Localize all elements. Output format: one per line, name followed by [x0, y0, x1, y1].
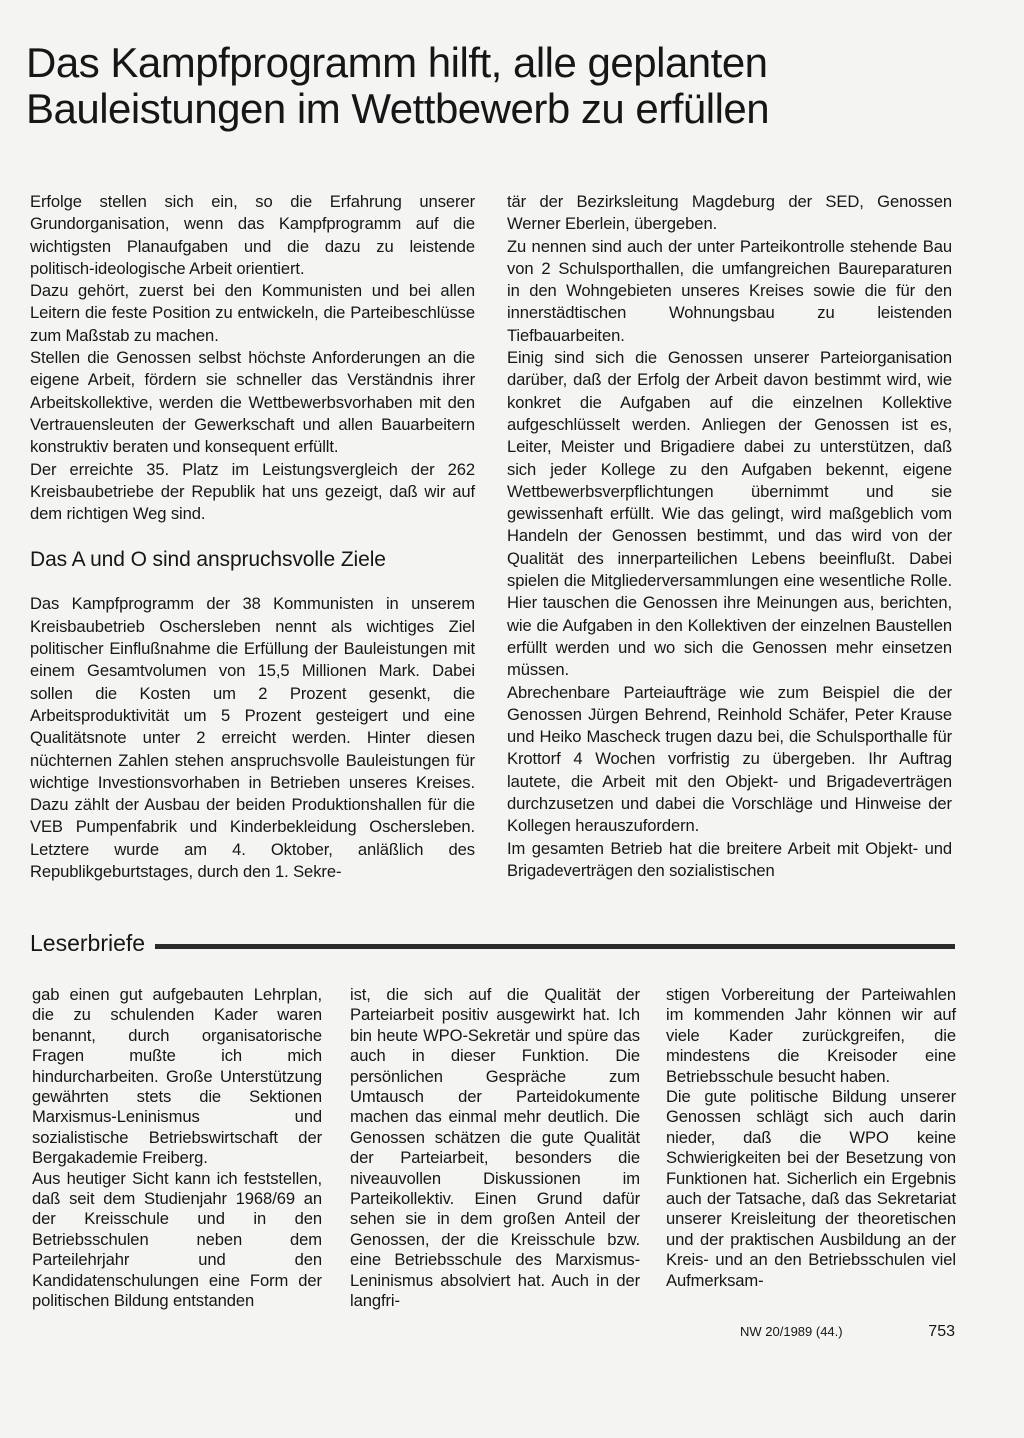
section-rule [155, 944, 955, 949]
letter-paragraph: Die gute politische Bildung unserer Genossen schlägt sich auch darin nieder, daß die WPO keine Schwierigkeiten bei der Besetzung von Funktionen hat. Sicherlich ein Ergebnis auch der Tatsache, daß das Sekretariat unserer Kreisleitung der theoretischen und der praktischen Ausbildung an der Kreis- und an den Betriebsschulen viel Aufmerksam- [666, 1087, 956, 1290]
article-paragraph: Stellen die Genossen selbst höchste Anforderungen an die eigene Arbeit, fördern sie schneller das Verständnis ihrer Arbeitskollektive, werden die Wettbewerbsvorhaben mit den Vertrauensleuten der Gewerkschaft und allen Bauarbeitern konstruktiv beraten und konsequent erfüllt. [30, 348, 475, 457]
article-paragraph: Abrechenbare Parteiaufträge wie zum Beispiel die der Genossen Jürgen Behrend, Reinhold Schäfer, Peter Krause und Heiko Mascheck trugen dazu bei, die Schulsporthalle für Krottorf 4 Wochen vorfristig zu übergeben. Ihr Auftrag lautete, die Arbeit mit den Objekt- und Brigadeverträgen durchzusetzen und dabei die Vorschläge und Hinweise der Kollegen herauszufordern. [507, 682, 952, 836]
article-column-2 [507, 191, 952, 882]
letters-column-2 [350, 985, 640, 1312]
article-paragraph: Zu nennen sind auch der unter Parteikontrolle stehende Bau von 2 Schulsporthallen, die umfangreichen Baureparaturen in den Wohngebieten unseres Kreises sowie die für den innerstädtischen Wohnungsbau zu leistenden Tiefbauarbeiten. [507, 236, 952, 345]
letter-paragraph: Aus heutiger Sicht kann ich feststellen, daß seit dem Studienjahr 1968/69 an der Kreisschule und in den Betriebsschulen neben dem Parteilehrjahr und den Kandidatenschulungen eine Form der politischen Bildung entstanden [32, 1168, 322, 1311]
letter-paragraph: stigen Vorbereitung der Parteiwahlen im kommenden Jahr können wir auf viele Kader zurückgreifen, die mindestens die Kreisoder eine Betriebsschule besucht haben. [666, 985, 956, 1086]
article-paragraph: Der erreichte 35. Platz im Leistungsvergleich der 262 Kreisbaubetriebe der Republik hat uns gezeigt, daß wir auf dem richtigen Weg sind. [30, 459, 475, 524]
article-paragraph: Einig sind sich die Genossen unserer Parteiorganisation darüber, daß der Erfolg der Arbeit davon bestimmt wird, wie konkret die Aufgaben auf die einzelnen Kollektive aufgeschlüsselt werden. Anliegen der Genossen ist es, Leiter, Meister und Brigadiere dabei zu unterstützen, daß sich jeder Kollege zu den Aufgaben bekennt, eigene Wettbewerbsverpflichtungen übernimmt und sie gewissenhaft erfüllt. Wie das gelingt, wird maßgeblich vom Handeln der Genossen bestimmt, und das wird von der Qualität des innerparteilichen Lebens beeinflußt. Dabei spielen die Mitgliederversammlungen eine wesentliche Rolle. Hier tauschen die Genossen ihre Meinungen aus, berichten, wie die Aufgaben in den Kollektiven der einzelnen Baustellen erfüllt werden und wo sich die Genossen mehr einsetzen müssen. [507, 348, 952, 680]
headline-line-1: Das Kampfprogramm hilft, alle geplanten [26, 39, 768, 86]
letters-section-header [30, 928, 955, 958]
article-paragraph: Erfolge stellen sich ein, so die Erfahrung unserer Grundorganisation, wenn das Kampfprogramm auf die wichtigsten Planaufgaben und die dazu zu leistende politisch-ideologische Arbeit orientiert. [30, 192, 475, 278]
article-paragraph: Das Kampfprogramm der 38 Kommunisten in unserem Kreisbaubetrieb Oschersleben nennt als wichtiges Ziel politischer Einflußnahme die Erfüllung der Bauleistungen mit einem Gesamtvolumen von 15,5 Millionen Mark. Dabei sollen die Kosten um 2 Prozent gesenkt, die Arbeitsproduktivität um 5 Prozent gesteigert und eine Qualitätsnote unter 2 erreicht werden. Hinter diesen nüchternen Zahlen stehen anspruchsvolle Bauleistungen für wichtige Investionsvorhaben in Betrieben unseres Kreises. Dazu zählt der Ausbau der beiden Produktionshallen für die VEB Pumpenfabrik und Kinderbekleidung Oschersleben. Letztere wurde am 4. Oktober, anläßlich des Republikgeburtstages, durch den 1. Sekre- [30, 594, 475, 882]
letters-column-3 [666, 985, 956, 1291]
article-paragraph: Dazu gehört, zuerst bei den Kommunisten und bei allen Leitern die feste Position zu entwickeln, die Parteibeschlüsse zum Maßstab zu machen. [30, 281, 475, 345]
article-column-1 [30, 191, 475, 883]
article-paragraph: tär der Bezirksleitung Magdeburg der SED, Genossen Werner Eberlein, übergeben. [507, 192, 952, 234]
article-subheading: Das A und O sind anspruchsvolle Ziele [30, 548, 386, 572]
page-headline [26, 40, 986, 132]
letter-paragraph: gab einen gut aufgebauten Lehrplan, die zu schulenden Kader waren benannt, durch organisatorische Fragen mußte ich mich hindurcharbeiten. Große Unterstützung gewährten stets die Sektionen Marxismus-Leninismus und sozialistische Betriebswirtschaft der Bergakademie Freiberg. [32, 985, 322, 1168]
letters-column-1 [32, 985, 322, 1312]
article-paragraph: Im gesamten Betrieb hat die breitere Arbeit mit Objekt- und Brigadeverträgen den sozialistischen [507, 838, 952, 880]
page-footer [740, 1323, 955, 1341]
issue-reference: NW 20/1989 (44.) [740, 1324, 843, 1339]
section-title: Leserbriefe [30, 929, 146, 956]
page-number: 753 [928, 1323, 955, 1340]
letter-paragraph: ist, die sich auf die Qualität der Parteiarbeit positiv ausgewirkt hat. Ich bin heute WPO-Sekretär und spüre das auch in dieser Funktion. Die persönlichen Gespräche zum Umtausch der Parteidokumente machen das einmal mehr deutlich. Die Genossen schätzen die gute Qualität der Parteiarbeit, besonders die niveauvollen Diskussionen im Parteikollektiv. Einen Grund dafür sehen sie in dem großen Anteil der Genossen, der die Kreisschule bzw. eine Betriebsschule des Marxismus-Leninismus absolviert hat. Auch in der langfri- [350, 985, 640, 1311]
headline-line-2: Bauleistungen im Wettbewerb zu erfüllen [26, 85, 770, 132]
